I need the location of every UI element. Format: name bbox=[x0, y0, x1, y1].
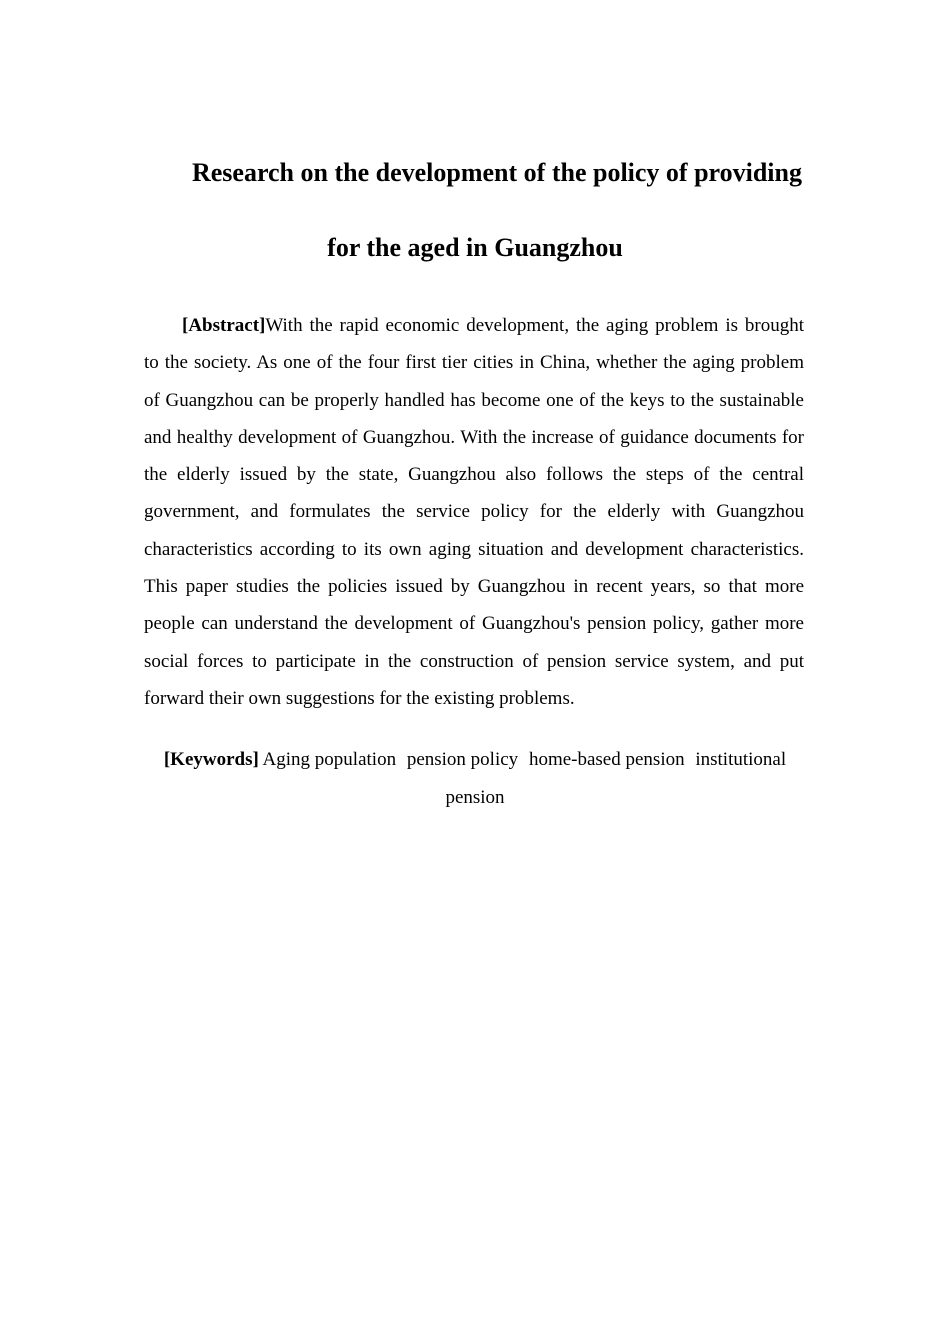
abstract-text: With the rapid economic development, the aging problem is brought to the society. As one of the four first tier cities in China, whether the aging problem of Guangzhou can be properly handled has become one of the keys to the sustainable and healthy development of Guangzhou. With the increase of guidance documents for the elderly issued by the state, Guangzhou also follows the steps of the central government, and formulates the service policy for the elderly with Guangzhou characteristics according to its own aging situation and development characteristics. This paper studies the policies issued by Guangzhou in recent years, so that more people can understand the development of Guangzhou's pension policy, gather more social forces to participate in the construction of pension service system, and put forward their own suggestions for the existing problems. bbox=[144, 315, 804, 709]
keyword-item: institutional pension bbox=[445, 749, 787, 808]
keywords-paragraph bbox=[152, 741, 798, 816]
page-title-line-2: for the aged in Guangzhou bbox=[327, 233, 623, 262]
keywords-label: [Keywords] bbox=[163, 749, 259, 770]
abstract-label: [Abstract] bbox=[182, 315, 266, 336]
keyword-item: home-based pension bbox=[528, 749, 685, 770]
abstract-paragraph bbox=[144, 307, 804, 717]
page-title-line-1: Research on the development of the policy of providing bbox=[191, 158, 802, 187]
keyword-item: pension policy bbox=[406, 749, 519, 770]
keyword-item: Aging population bbox=[262, 749, 397, 770]
